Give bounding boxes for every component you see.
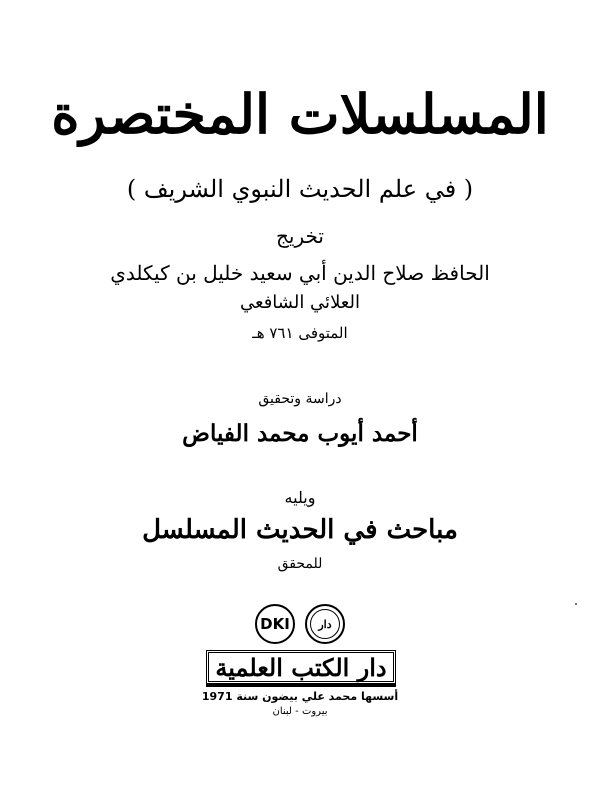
seal-text: دار [318,617,332,631]
dki-logo-text: DKI [260,615,290,633]
appendix-title: مباحث في الحديث المسلسل [142,515,458,545]
author-name-line1: الحافظ صلاح الدين أبي سعيد خليل بن كيكلدي [110,261,490,285]
takhrij-label: تخريج [276,224,324,248]
study-label: دراسة وتحقيق [258,391,342,407]
seal-logo-icon [305,604,345,644]
editor-name: أحمد أيوب محمد الفياض [182,420,418,447]
followed-by-label: ويليه [284,488,316,507]
dki-logo-icon [255,604,295,644]
by-editor-label: للمحقق [277,556,323,572]
scan-speck [575,603,577,605]
publisher-founded: أسسها محمد علي بيضون سنة 1971 [201,690,399,703]
publisher-name-box [206,650,396,684]
publisher-location: بيروت - لبنان [272,706,328,717]
publisher-name: دار الكتب العلمية [215,652,387,682]
publisher-logos [0,604,600,644]
publisher-divider [206,684,396,687]
book-subtitle: ( في علم الحديث النبوي الشريف ) [126,175,474,203]
author-death-date: المتوفى ٧٦١ هـ [252,324,348,342]
book-title: المسلسلات المختصرة [51,82,549,146]
seal-inner [310,609,340,639]
author-name-line2: العلائي الشافعي [240,292,360,313]
